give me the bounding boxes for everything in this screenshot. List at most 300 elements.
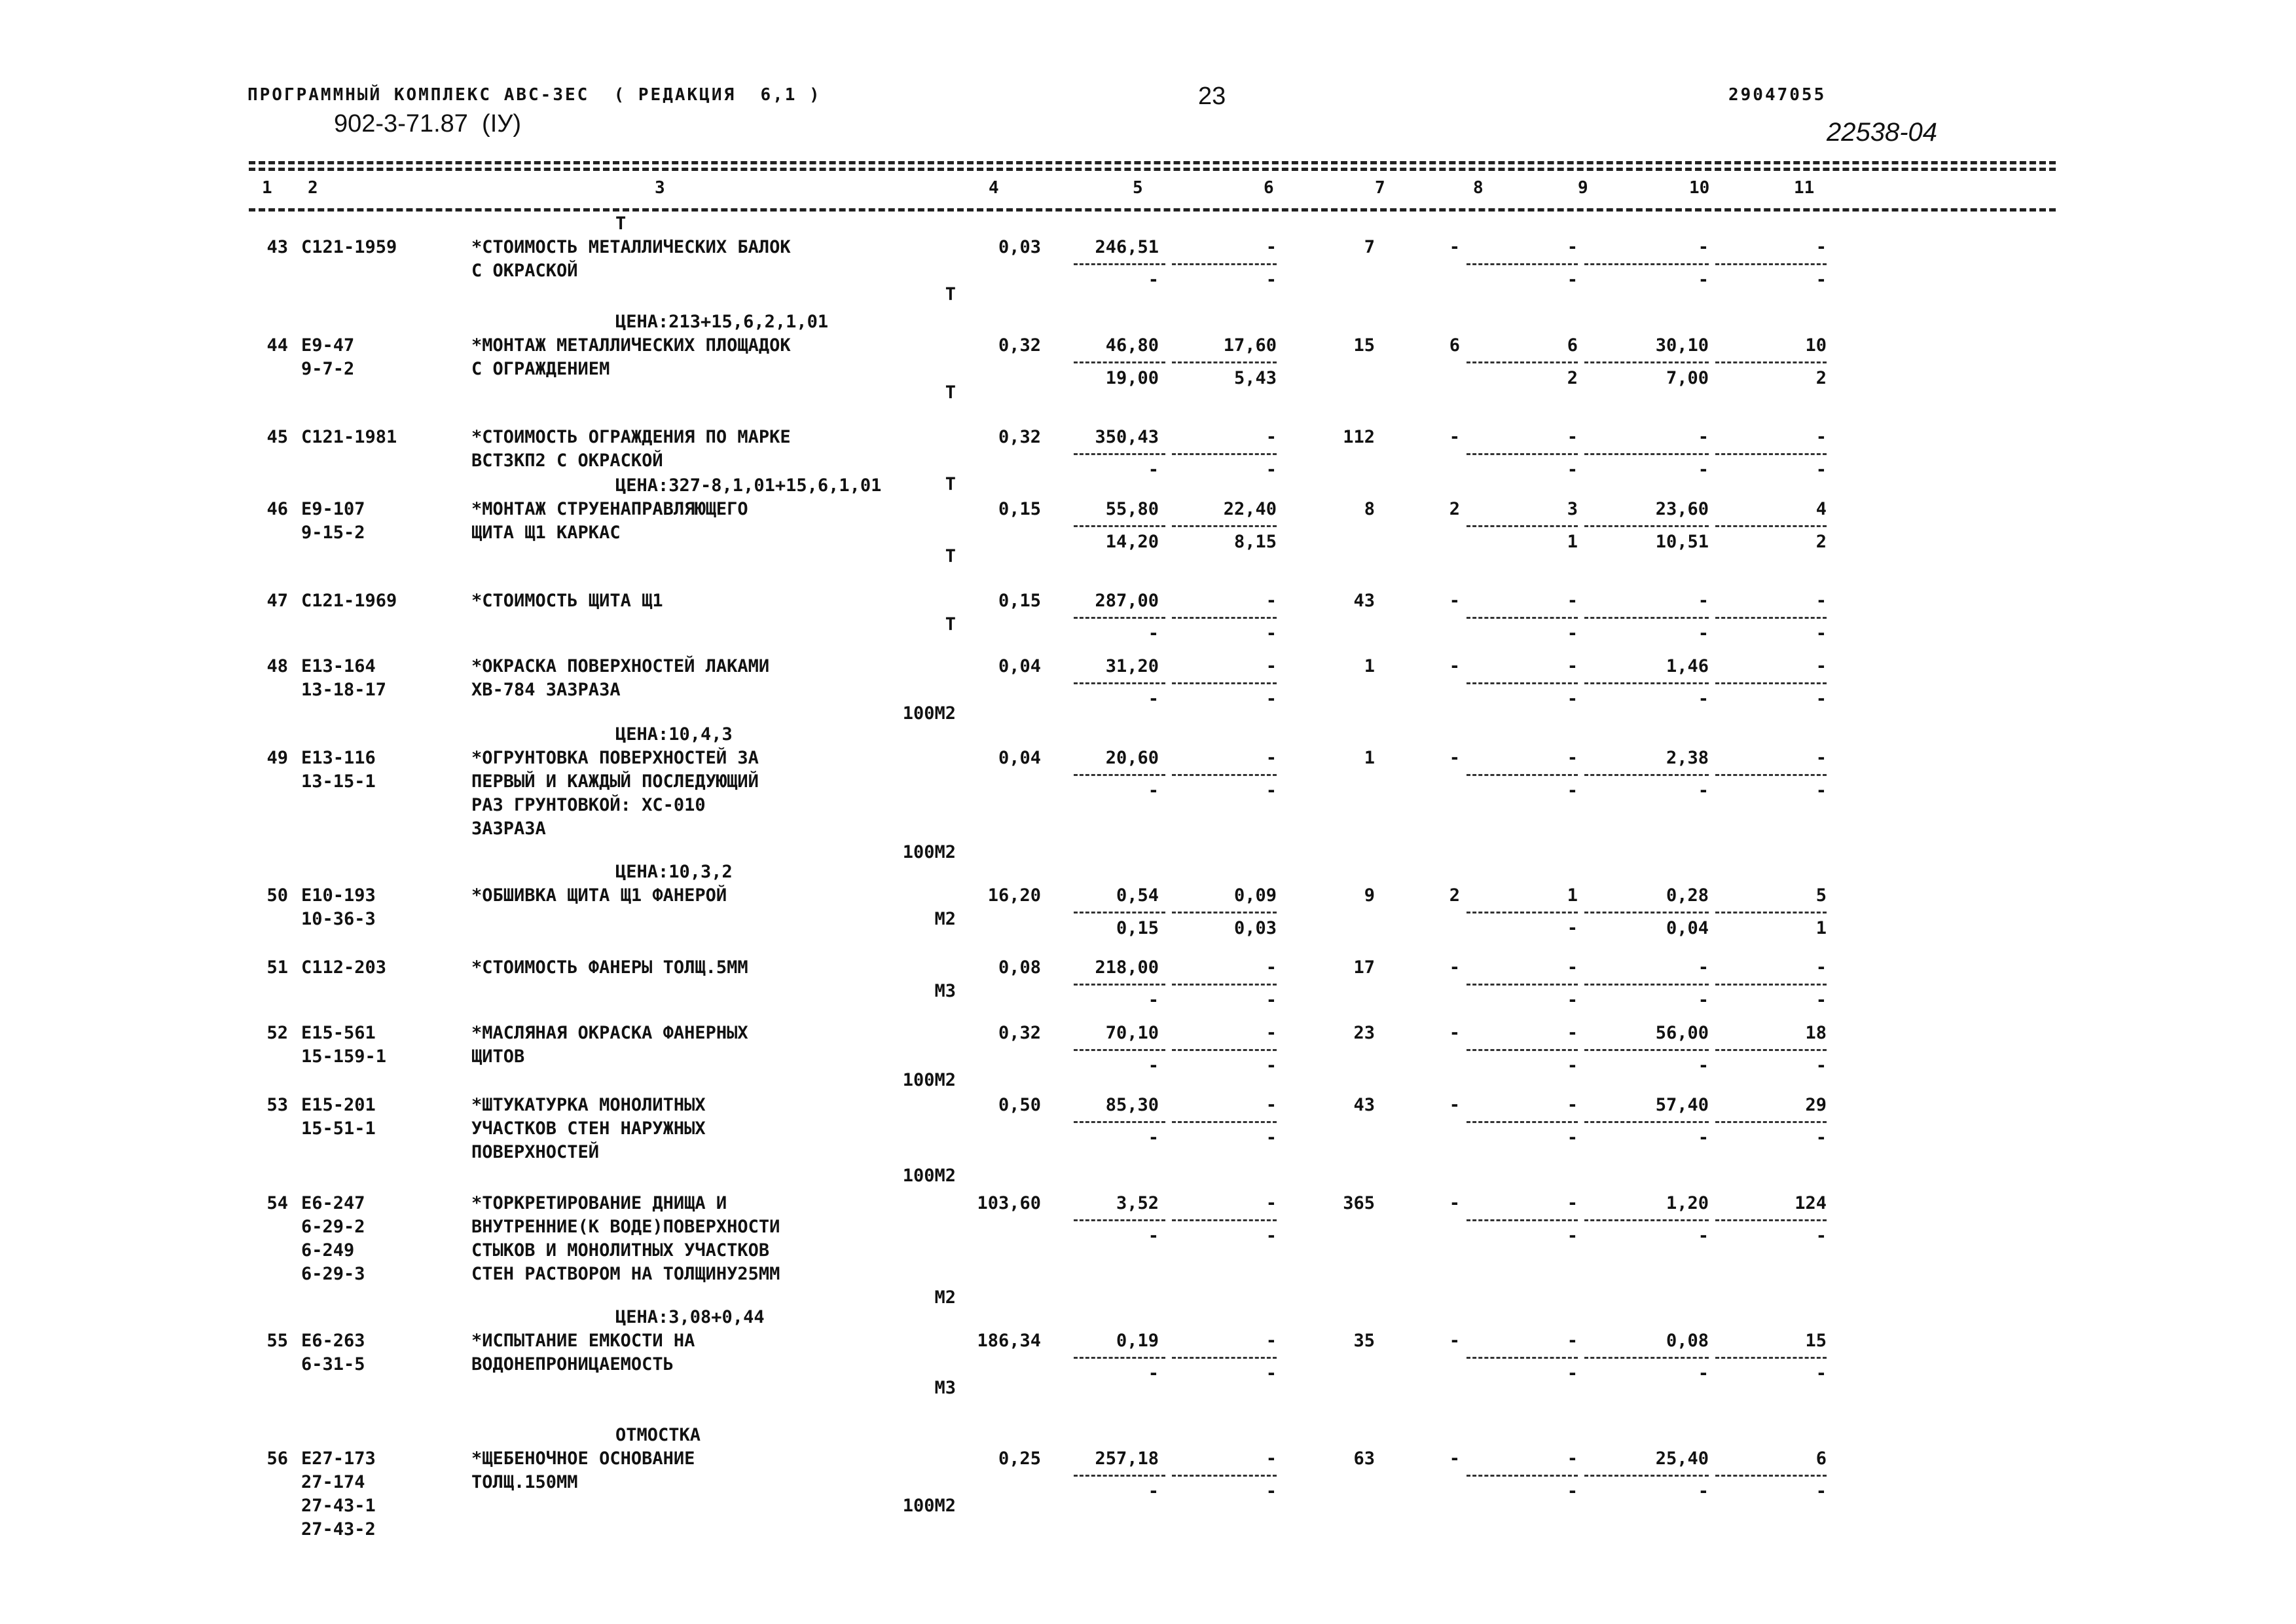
norm-code: Е10-193 xyxy=(301,885,376,906)
machine-cost-sub: 2 xyxy=(1567,368,1578,388)
work-description: РАЗ ГРУНТОВКОЙ: ХС-010 xyxy=(471,795,706,815)
col-9: 9 xyxy=(1578,178,1588,198)
norm-code: 13-15-1 xyxy=(301,771,376,792)
machine-cost: - xyxy=(1567,1023,1578,1043)
divider-11 xyxy=(1715,263,1827,265)
machine-cost-sub: 1 xyxy=(1567,532,1578,552)
header-rule-top-2 xyxy=(249,168,2056,171)
header-rule-top xyxy=(249,161,2056,164)
labor-norm: - xyxy=(1698,591,1709,611)
machine-cost-sub: - xyxy=(1567,1128,1578,1148)
wage-total: - xyxy=(1449,237,1460,257)
machine-cost: - xyxy=(1567,1095,1578,1115)
wage-price-sub: - xyxy=(1266,1481,1277,1502)
divider-6 xyxy=(1172,984,1277,986)
quantity: 0,50 xyxy=(998,1095,1041,1115)
norm-code: Е9-47 xyxy=(301,335,355,356)
labor-total: 124 xyxy=(1795,1193,1827,1213)
labor-total: - xyxy=(1815,656,1827,676)
labor-total: 18 xyxy=(1805,1023,1827,1043)
norm-code: 6-249 xyxy=(301,1240,355,1261)
norm-code: Е15-561 xyxy=(301,1023,376,1043)
row-number: 43 xyxy=(266,237,288,257)
program-title: ПРОГРАММНЫЙ КОМПЛЕКС АВС-ЗЕС ( РЕДАКЦИЯ 6,1 ) xyxy=(247,85,822,105)
wage-price: - xyxy=(1266,1095,1277,1115)
wage-price-sub: 8,15 xyxy=(1233,532,1277,552)
unit-price-wage: 0,15 xyxy=(1116,918,1159,938)
divider-11 xyxy=(1715,912,1827,913)
work-description: СТЕН РАСТВОРОМ НА ТОЛЩИНУ25ММ xyxy=(471,1264,780,1284)
divider-10 xyxy=(1584,984,1709,986)
row-number: 54 xyxy=(266,1193,288,1213)
wage-price: - xyxy=(1266,1331,1277,1351)
wage-total: - xyxy=(1449,957,1460,978)
norm-code: 10-36-3 xyxy=(301,909,376,929)
unit-price-wage: - xyxy=(1148,623,1159,644)
machine-cost: - xyxy=(1567,591,1578,611)
wage-price-sub: 0,03 xyxy=(1233,918,1277,938)
quantity: 16,20 xyxy=(987,885,1041,906)
wage-total: - xyxy=(1449,427,1460,447)
divider-10 xyxy=(1584,617,1709,619)
work-description: ПОВЕРХНОСТЕЙ xyxy=(471,1142,600,1162)
quantity: 0,32 xyxy=(998,1023,1041,1043)
labor-norm-sub: 7,00 xyxy=(1666,368,1709,388)
divider-11 xyxy=(1715,984,1827,986)
total-cost: 17 xyxy=(1353,957,1375,978)
labor-norm-sub: - xyxy=(1698,1363,1709,1384)
total-cost: 15 xyxy=(1353,335,1375,356)
wage-price: 22,40 xyxy=(1223,499,1277,519)
machine-cost: 6 xyxy=(1567,335,1578,356)
divider-11 xyxy=(1715,1121,1827,1123)
quantity: 0,15 xyxy=(998,591,1041,611)
divider-11 xyxy=(1715,361,1827,363)
unit-price-wage: - xyxy=(1148,1363,1159,1384)
work-description: ХВ-784 ЗАЗРАЗА xyxy=(471,680,621,700)
total-cost: 1 xyxy=(1364,656,1375,676)
price-note: ЦЕНА:10,3,2 xyxy=(615,862,733,882)
work-description: УЧАСТКОВ СТЕН НАРУЖНЫХ xyxy=(471,1118,706,1139)
unit-price-wage: - xyxy=(1148,460,1159,480)
labor-norm: 0,28 xyxy=(1666,885,1709,906)
machine-cost-sub: - xyxy=(1567,1056,1578,1076)
wage-price-sub: 5,43 xyxy=(1233,368,1277,388)
wage-price-sub: - xyxy=(1266,990,1277,1010)
labor-norm-sub: - xyxy=(1698,1226,1709,1246)
wage-price: - xyxy=(1266,1023,1277,1043)
unit: М2 xyxy=(934,1287,956,1308)
machine-cost: - xyxy=(1567,1331,1578,1351)
labor-total: 4 xyxy=(1815,499,1827,519)
divider-5 xyxy=(1074,984,1165,986)
work-description: С ОКРАСКОЙ xyxy=(471,261,578,281)
total-cost: 63 xyxy=(1353,1449,1375,1469)
labor-norm: 1,20 xyxy=(1666,1193,1709,1213)
divider-5 xyxy=(1074,1357,1165,1359)
machine-cost: - xyxy=(1567,957,1578,978)
row-number: 44 xyxy=(266,335,288,356)
unit-price: 70,10 xyxy=(1105,1023,1159,1043)
unit-price: 31,20 xyxy=(1105,656,1159,676)
machine-cost-sub: - xyxy=(1567,623,1578,644)
unit: 100М2 xyxy=(902,1070,956,1090)
divider-6 xyxy=(1172,361,1277,363)
divider-11 xyxy=(1715,1219,1827,1221)
work-description: *ТОРКРЕТИРОВАНИЕ ДНИЩА И xyxy=(471,1193,727,1213)
divider-9 xyxy=(1467,984,1578,986)
divider-9 xyxy=(1467,1475,1578,1477)
total-cost: 43 xyxy=(1353,1095,1375,1115)
unit-price-wage: - xyxy=(1148,990,1159,1010)
divider-10 xyxy=(1584,1121,1709,1123)
unit-price-wage: - xyxy=(1148,1056,1159,1076)
row-number: 49 xyxy=(266,748,288,768)
labor-total-sub: - xyxy=(1815,1226,1827,1246)
machine-cost: 1 xyxy=(1567,885,1578,906)
work-description: ВНУТРЕННИЕ(К ВОДЕ)ПОВЕРХНОСТИ xyxy=(471,1217,780,1237)
labor-norm: - xyxy=(1698,427,1709,447)
total-cost: 1 xyxy=(1364,748,1375,768)
divider-9 xyxy=(1467,1219,1578,1221)
wage-total: - xyxy=(1449,1095,1460,1115)
work-description: ТОЛЩ.150ММ xyxy=(471,1472,578,1492)
wage-price-sub: - xyxy=(1266,1128,1277,1148)
work-description: *СТОИМОСТЬ ФАНЕРЫ ТОЛЩ.5ММ xyxy=(471,957,748,978)
unit-price: 350,43 xyxy=(1095,427,1159,447)
norm-code: 9-15-2 xyxy=(301,523,365,543)
labor-total-sub: 1 xyxy=(1815,918,1827,938)
divider-10 xyxy=(1584,263,1709,265)
unit: Т xyxy=(945,474,956,494)
col-8: 8 xyxy=(1473,178,1484,198)
unit: М2 xyxy=(934,909,956,929)
row-number: 51 xyxy=(266,957,288,978)
divider-6 xyxy=(1172,617,1277,619)
total-cost: 8 xyxy=(1364,499,1375,519)
labor-norm-sub: 10,51 xyxy=(1655,532,1709,552)
wage-total: - xyxy=(1449,656,1460,676)
unit-price: 287,00 xyxy=(1095,591,1159,611)
labor-norm-sub: - xyxy=(1698,1056,1709,1076)
divider-11 xyxy=(1715,1475,1827,1477)
machine-cost-sub: - xyxy=(1567,918,1578,938)
divider-9 xyxy=(1467,525,1578,527)
wage-price-sub: - xyxy=(1266,460,1277,480)
row-number: 56 xyxy=(266,1449,288,1469)
divider-10 xyxy=(1584,525,1709,527)
divider-9 xyxy=(1467,1121,1578,1123)
wage-price: - xyxy=(1266,591,1277,611)
norm-code: 15-51-1 xyxy=(301,1118,376,1139)
wage-total: - xyxy=(1449,1331,1460,1351)
labor-norm-sub: - xyxy=(1698,689,1709,709)
divider-11 xyxy=(1715,617,1827,619)
divider-11 xyxy=(1715,525,1827,527)
divider-5 xyxy=(1074,263,1165,265)
work-description: ЩИТОВ xyxy=(471,1046,525,1067)
labor-norm: 23,60 xyxy=(1655,499,1709,519)
labor-total-sub: - xyxy=(1815,781,1827,801)
labor-total: 15 xyxy=(1805,1331,1827,1351)
norm-code: Е9-107 xyxy=(301,499,365,519)
price-note: ЦЕНА:213+15,6,2,1,01 xyxy=(615,312,829,332)
quantity: 0,15 xyxy=(998,499,1041,519)
divider-6 xyxy=(1172,1121,1277,1123)
labor-norm: 1,46 xyxy=(1666,656,1709,676)
wage-total: - xyxy=(1449,748,1460,768)
norm-code: Е13-116 xyxy=(301,748,376,768)
labor-total: - xyxy=(1815,427,1827,447)
labor-norm-sub: - xyxy=(1698,460,1709,480)
divider-6 xyxy=(1172,453,1277,455)
labor-norm: 30,10 xyxy=(1655,335,1709,356)
wage-price: - xyxy=(1266,748,1277,768)
norm-code: 9-7-2 xyxy=(301,359,355,379)
price-note: Т xyxy=(615,213,627,234)
divider-11 xyxy=(1715,1357,1827,1359)
unit-price: 257,18 xyxy=(1095,1449,1159,1469)
divider-9 xyxy=(1467,682,1578,684)
col-11: 11 xyxy=(1794,178,1815,198)
col-5: 5 xyxy=(1133,178,1143,198)
divider-5 xyxy=(1074,912,1165,913)
divider-10 xyxy=(1584,1219,1709,1221)
wage-price: - xyxy=(1266,1449,1277,1469)
machine-cost-sub: - xyxy=(1567,689,1578,709)
labor-total-sub: - xyxy=(1815,460,1827,480)
row-number: 48 xyxy=(266,656,288,676)
work-description: *ОКРАСКА ПОВЕРХНОСТЕЙ ЛАКАМИ xyxy=(471,656,770,676)
total-cost: 23 xyxy=(1353,1023,1375,1043)
unit: Т xyxy=(945,284,956,304)
machine-cost-sub: - xyxy=(1567,1481,1578,1502)
page-number: 23 xyxy=(1198,83,1226,110)
norm-code: Е15-201 xyxy=(301,1095,376,1115)
labor-norm: - xyxy=(1698,237,1709,257)
labor-total: - xyxy=(1815,748,1827,768)
norm-code: 27-43-1 xyxy=(301,1496,376,1516)
unit-price: 246,51 xyxy=(1095,237,1159,257)
divider-9 xyxy=(1467,453,1578,455)
divider-10 xyxy=(1584,1049,1709,1051)
labor-norm-sub: 0,04 xyxy=(1666,918,1709,938)
unit-price-wage: - xyxy=(1148,689,1159,709)
norm-code: С121-1981 xyxy=(301,427,397,447)
unit-price-wage: 19,00 xyxy=(1105,368,1159,388)
machine-cost: - xyxy=(1567,656,1578,676)
labor-total: 29 xyxy=(1805,1095,1827,1115)
norm-code: 6-31-5 xyxy=(301,1354,365,1375)
wage-price-sub: - xyxy=(1266,623,1277,644)
norm-code: Е13-164 xyxy=(301,656,376,676)
divider-10 xyxy=(1584,774,1709,776)
divider-6 xyxy=(1172,525,1277,527)
work-description: *МОНТАЖ МЕТАЛЛИЧЕСКИХ ПЛОЩАДОК xyxy=(471,335,791,356)
divider-6 xyxy=(1172,1357,1277,1359)
work-description: ПЕРВЫЙ И КАЖДЫЙ ПОСЛЕДУЮЩИЙ xyxy=(471,771,759,792)
price-note: ЦЕНА:10,4,3 xyxy=(615,724,733,745)
work-description: *СТОИМОСТЬ ОГРАЖДЕНИЯ ПО МАРКЕ xyxy=(471,427,791,447)
price-note: ЦЕНА:3,08+0,44 xyxy=(615,1307,765,1327)
labor-total-sub: - xyxy=(1815,1128,1827,1148)
unit-price: 85,30 xyxy=(1105,1095,1159,1115)
labor-total-sub: - xyxy=(1815,1056,1827,1076)
unit-price-wage: - xyxy=(1148,1481,1159,1502)
wage-price: - xyxy=(1266,427,1277,447)
labor-norm-sub: - xyxy=(1698,990,1709,1010)
wage-price-sub: - xyxy=(1266,270,1277,290)
wage-total: - xyxy=(1449,1193,1460,1213)
norm-code: Е6-263 xyxy=(301,1331,365,1351)
divider-10 xyxy=(1584,682,1709,684)
row-number: 46 xyxy=(266,499,288,519)
col-3: 3 xyxy=(655,178,665,198)
unit-price: 218,00 xyxy=(1095,957,1159,978)
labor-total: 5 xyxy=(1815,885,1827,906)
machine-cost-sub: - xyxy=(1567,990,1578,1010)
unit: 100М2 xyxy=(902,1496,956,1516)
row-number: 55 xyxy=(266,1331,288,1351)
work-description: СТЫКОВ И МОНОЛИТНЫХ УЧАСТКОВ xyxy=(471,1240,770,1261)
work-description: *СТОИМОСТЬ ЩИТА Щ1 xyxy=(471,591,663,611)
wage-total: 2 xyxy=(1449,499,1460,519)
quantity: 0,08 xyxy=(998,957,1041,978)
divider-9 xyxy=(1467,361,1578,363)
divider-6 xyxy=(1172,1049,1277,1051)
unit-price: 46,80 xyxy=(1105,335,1159,356)
divider-9 xyxy=(1467,617,1578,619)
labor-norm: 57,40 xyxy=(1655,1095,1709,1115)
labor-total-sub: - xyxy=(1815,270,1827,290)
total-cost: 7 xyxy=(1364,237,1375,257)
work-description: *ОБШИВКА ЩИТА Щ1 ФАНЕРОЙ xyxy=(471,885,727,906)
unit-price: 0,54 xyxy=(1116,885,1159,906)
unit-price: 0,19 xyxy=(1116,1331,1159,1351)
quantity: 0,03 xyxy=(998,237,1041,257)
labor-norm: 2,38 xyxy=(1666,748,1709,768)
work-description: *СТОИМОСТЬ МЕТАЛЛИЧЕСКИХ БАЛОК xyxy=(471,237,791,257)
labor-norm-sub: - xyxy=(1698,1481,1709,1502)
wage-price-sub: - xyxy=(1266,1056,1277,1076)
col-7: 7 xyxy=(1375,178,1385,198)
quantity: 0,04 xyxy=(998,656,1041,676)
work-description: *ЩЕБЕНОЧНОЕ ОСНОВАНИЕ xyxy=(471,1449,695,1469)
divider-6 xyxy=(1172,263,1277,265)
divider-10 xyxy=(1584,1475,1709,1477)
labor-total-sub: - xyxy=(1815,990,1827,1010)
work-description: *ОГРУНТОВКА ПОВЕРХНОСТЕЙ ЗА xyxy=(471,748,759,768)
labor-total: 6 xyxy=(1815,1449,1827,1469)
work-description: *ШТУКАТУРКА МОНОЛИТНЫХ xyxy=(471,1095,706,1115)
wage-price-sub: - xyxy=(1266,1226,1277,1246)
norm-code: 6-29-2 xyxy=(301,1217,365,1237)
wage-price-sub: - xyxy=(1266,1363,1277,1384)
machine-cost: - xyxy=(1567,237,1578,257)
document-code: 29047055 xyxy=(1728,85,1827,105)
wage-price: - xyxy=(1266,656,1277,676)
col-1: 1 xyxy=(262,178,272,198)
divider-11 xyxy=(1715,1049,1827,1051)
divider-11 xyxy=(1715,682,1827,684)
total-cost: 43 xyxy=(1353,591,1375,611)
machine-cost-sub: - xyxy=(1567,1363,1578,1384)
machine-cost: - xyxy=(1567,1449,1578,1469)
unit: 100М2 xyxy=(902,703,956,724)
labor-norm: 56,00 xyxy=(1655,1023,1709,1043)
quantity: 186,34 xyxy=(977,1331,1041,1351)
wage-total: - xyxy=(1449,1449,1460,1469)
divider-5 xyxy=(1074,525,1165,527)
labor-norm-sub: - xyxy=(1698,270,1709,290)
header-rule-bottom xyxy=(249,208,2056,212)
work-description: ВСТЗКП2 С ОКРАСКОЙ xyxy=(471,451,663,471)
norm-code: 13-18-17 xyxy=(301,680,387,700)
norm-code: 27-43-2 xyxy=(301,1519,376,1540)
unit-price: 3,52 xyxy=(1116,1193,1159,1213)
machine-cost-sub: - xyxy=(1567,460,1578,480)
wage-price: 0,09 xyxy=(1233,885,1277,906)
divider-5 xyxy=(1074,1121,1165,1123)
unit-price-wage: - xyxy=(1148,781,1159,801)
divider-5 xyxy=(1074,453,1165,455)
labor-total: - xyxy=(1815,957,1827,978)
project-number: 902-3-71.87 (IУ) xyxy=(334,110,522,138)
quantity: 0,32 xyxy=(998,427,1041,447)
quantity: 0,32 xyxy=(998,335,1041,356)
machine-cost: - xyxy=(1567,1193,1578,1213)
wage-price: - xyxy=(1266,1193,1277,1213)
unit-price-wage: 14,20 xyxy=(1105,532,1159,552)
unit-price: 20,60 xyxy=(1105,748,1159,768)
machine-cost-sub: - xyxy=(1567,781,1578,801)
divider-5 xyxy=(1074,1049,1165,1051)
norm-code: 15-159-1 xyxy=(301,1046,387,1067)
divider-6 xyxy=(1172,682,1277,684)
norm-code: С121-1969 xyxy=(301,591,397,611)
divider-9 xyxy=(1467,1357,1578,1359)
work-description: *МАСЛЯНАЯ ОКРАСКА ФАНЕРНЫХ xyxy=(471,1023,748,1043)
quantity: 0,25 xyxy=(998,1449,1041,1469)
labor-norm-sub: - xyxy=(1698,781,1709,801)
col-4: 4 xyxy=(989,178,999,198)
divider-6 xyxy=(1172,774,1277,776)
machine-cost: 3 xyxy=(1567,499,1578,519)
divider-11 xyxy=(1715,453,1827,455)
divider-10 xyxy=(1584,1357,1709,1359)
work-description: ВОДОНЕПРОНИЦАЕМОСТЬ xyxy=(471,1354,674,1375)
labor-total-sub: 2 xyxy=(1815,532,1827,552)
wage-price: 17,60 xyxy=(1223,335,1277,356)
sheet-number: 22538-04 xyxy=(1827,118,1938,147)
divider-6 xyxy=(1172,912,1277,913)
divider-10 xyxy=(1584,453,1709,455)
divider-5 xyxy=(1074,774,1165,776)
wage-price: - xyxy=(1266,237,1277,257)
labor-total: - xyxy=(1815,237,1827,257)
price-note: ЦЕНА:327-8,1,01+15,6,1,01 xyxy=(615,475,882,496)
total-cost: 365 xyxy=(1343,1193,1375,1213)
work-description: ЩИТА Щ1 КАРКАС xyxy=(471,523,621,543)
row-number: 53 xyxy=(266,1095,288,1115)
col-2: 2 xyxy=(308,178,318,198)
norm-code: С121-1959 xyxy=(301,237,397,257)
col-6: 6 xyxy=(1264,178,1274,198)
work-description: С ОГРАЖДЕНИЕМ xyxy=(471,359,610,379)
divider-11 xyxy=(1715,774,1827,776)
divider-9 xyxy=(1467,912,1578,913)
labor-total-sub: - xyxy=(1815,1363,1827,1384)
